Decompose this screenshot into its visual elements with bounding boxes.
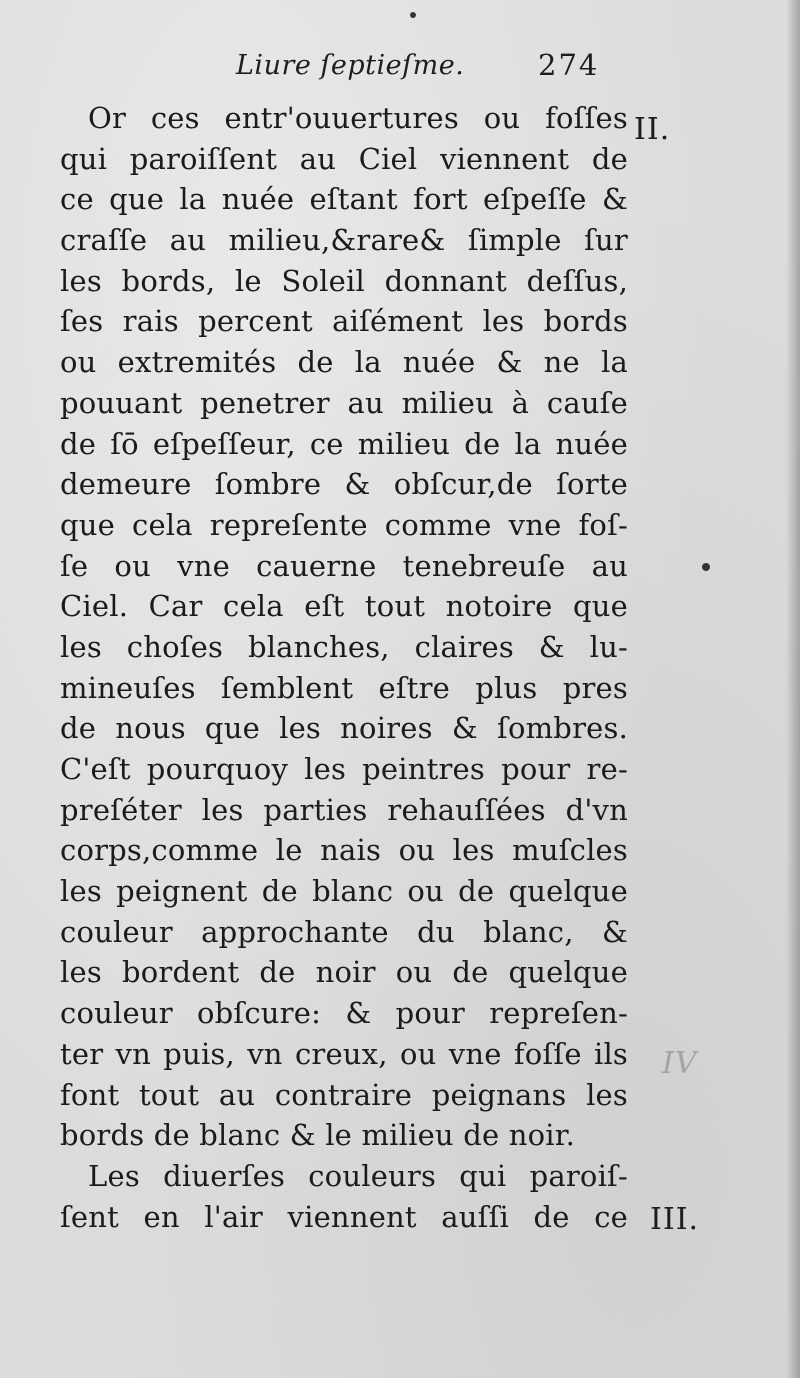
margin-note-show-through: IV xyxy=(662,1046,698,1081)
text-line: les bordent de noir ou de quelque xyxy=(60,955,628,990)
text-line: craſſe au milieu,&rare& ſimple ſur xyxy=(60,223,628,258)
paper-speck xyxy=(410,12,416,18)
text-line: C'eſt pourquoy les peintres pour re- xyxy=(60,752,628,786)
running-title: Liure ſeptieſme. xyxy=(236,50,465,81)
margin-note-section-2: II. xyxy=(634,112,671,147)
text-line: Les diuerſes couleurs qui paroiſ- xyxy=(88,1158,628,1193)
text-line: ou extremités de la nuée & ne la xyxy=(60,345,628,380)
text-line: les choſes blanches, claires & lu- xyxy=(60,629,628,664)
text-line: couleur approchante du blanc, & xyxy=(60,914,628,949)
text-line: Or ces entr'ouuertures ou foſſes xyxy=(88,101,628,135)
text-line: ce que la nuée eſtant fort eſpeſſe & xyxy=(60,182,628,217)
text-line: corps,comme le nais ou les muſcles xyxy=(60,833,628,868)
text-line: les bords, le Soleil donnant deſſus, xyxy=(60,263,628,298)
margin-note-section-3: III. xyxy=(650,1202,700,1237)
text-line: demeure ſombre & obſcur,de ſorte xyxy=(60,467,628,502)
text-line: qui paroiſſent au Ciel viennent de xyxy=(60,141,628,176)
body-text xyxy=(60,98,628,1237)
text-line: ter vn puis, vn creux, ou vne foſſe ils xyxy=(60,1036,628,1071)
paper-speck xyxy=(702,563,710,571)
text-line: ſes rais percent aiſément les bords xyxy=(60,304,628,339)
text-line: font tout au contraire peignans les xyxy=(60,1077,628,1112)
text-line: ſe ou vne cauerne tenebreuſe au xyxy=(60,548,628,583)
text-line: preſéter les parties rehauſſées d'vn xyxy=(60,792,628,827)
page-number: 274 xyxy=(538,48,600,82)
text-line: couleur obſcure: & pour repreſen- xyxy=(60,996,628,1031)
text-line: les peignent de blanc ou de quelque xyxy=(60,874,628,909)
text-line: Ciel. Car cela eſt tout notoire que xyxy=(60,589,628,624)
text-line: ſent en l'air viennent auſſi de ce xyxy=(60,1199,628,1234)
text-line: mineuſes ſemblent eſtre plus pres xyxy=(60,670,628,705)
page-edge-shadow xyxy=(786,0,800,1378)
text-line: de ſō eſpeſſeur, ce milieu de la nuée xyxy=(60,426,628,461)
text-line: de nous que les noires & ſombres. xyxy=(60,711,628,746)
running-head xyxy=(0,50,800,90)
text-line: pouuant penetrer au milieu à cauſe xyxy=(60,385,628,420)
text-line: bords de blanc & le milieu de noir. xyxy=(60,1118,576,1153)
text-line: que cela repreſente comme vne foſ- xyxy=(60,507,628,542)
